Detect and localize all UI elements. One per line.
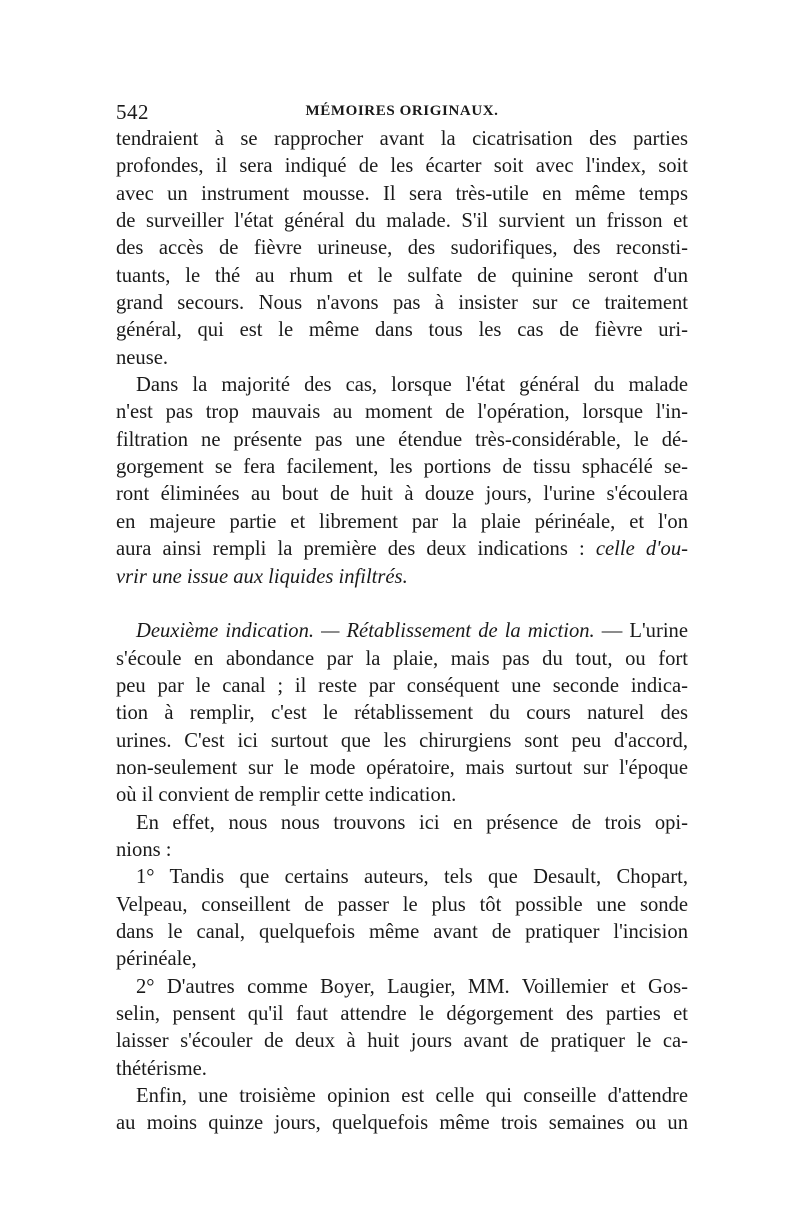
text-line: 1° Tandis que certains auteurs, tels que Desault, Chopart, (136, 866, 688, 889)
text-line: tendraient à se rapprocher avant la cicatrisation des parties (116, 128, 688, 150)
text-line (116, 564, 688, 591)
italic-text: celle d'ou- (595, 538, 688, 561)
paragraph (116, 864, 688, 973)
paragraph (116, 126, 688, 372)
section-gap (116, 591, 688, 618)
text-line (116, 536, 688, 563)
text-line: Velpeau, conseillent de passer le plus tôt possible une sonde (116, 893, 688, 916)
text-line: général, qui est le même dans tous les cas de fièvre uri- (116, 319, 688, 342)
text-line: des accès de fièvre urineuse, des sudorifiques, des reconsti- (116, 237, 688, 260)
text-line: ront éliminées au bout de huit à douze jours, l'urine s'écoulera (116, 483, 688, 506)
text-line: tuants, le thé au rhum et le sulfate de quinine seront d'un (116, 264, 688, 287)
text-line: thétérisme. (116, 1057, 207, 1080)
paragraph (116, 1083, 688, 1138)
body-text (116, 126, 688, 1138)
text-line: où il convient de remplir cette indication. (116, 784, 457, 807)
text-line: n'est pas trop mauvais au moment de l'opération, lorsque l'in- (116, 401, 688, 424)
paragraph (116, 372, 688, 591)
paragraph (116, 618, 688, 809)
text-line: En effet, nous nous trouvons ici en présence de trois opi- (136, 811, 688, 834)
text-line: Enfin, une troisième opinion est celle qui conseille d'attendre (136, 1085, 688, 1108)
section-heading: Deuxième indication. — (136, 620, 347, 643)
text-line: dans le canal, quelquefois même avant de pratiquer l'incision (116, 920, 688, 943)
text-segment: aura ainsi rempli la première des deux indications : (116, 538, 596, 561)
paragraph (116, 810, 688, 865)
italic-text: vrir une issue aux liquides infiltrés. (116, 565, 408, 588)
text-line: urines. C'est ici surtout que les chirurgiens sont peu d'accord, (116, 729, 688, 752)
text-line: 2° D'autres comme Boyer, Laugier, MM. Voillemier et Gos- (136, 975, 688, 998)
text-line: avec un instrument mousse. Il sera très-utile en même temps (116, 182, 688, 205)
text-line: nions : (116, 838, 172, 861)
text-line: peu par le canal ; il reste par conséquent une seconde indica- (116, 674, 688, 697)
text-line: tion à remplir, c'est le rétablissement du cours naturel des (116, 702, 688, 725)
text-line: s'écoule en abondance par la plaie, mais pas du tout, ou fort (116, 647, 688, 670)
section-heading: Rétablissement de la miction. (346, 620, 595, 643)
paragraph (116, 974, 688, 1083)
page-number: 542 (116, 100, 149, 124)
text-line: profondes, il sera indiqué de les écarter soit avec l'index, soit (116, 155, 688, 178)
text-line: gorgement se fera facilement, les portions de tissu sphacélé se- (116, 456, 688, 479)
text-line: en majeure partie et librement par la plaie périnéale, et l'on (116, 510, 688, 533)
text-segment: — L'urine (594, 620, 688, 643)
text-line: filtration ne présente pas une étendue très-considérable, le dé- (116, 428, 688, 451)
text-line: grand secours. Nous n'avons pas à insister sur ce traitement (116, 292, 688, 315)
running-head (116, 100, 688, 126)
text-line: périnéale, (116, 948, 197, 971)
running-title: MÉMOIRES ORIGINAUX. (305, 103, 499, 119)
text-line: selin, pensent qu'il faut attendre le dégorgement des parties et (116, 1003, 688, 1025)
text-line: au moins quinze jours, quelquefois même trois semaines ou un (116, 1112, 688, 1135)
text-line: Dans la majorité des cas, lorsque l'état général du malade (136, 374, 688, 397)
text-line: de surveiller l'état général du malade. S'il survient un frisson et (116, 210, 688, 233)
text-line (116, 618, 688, 645)
text-line: neuse. (116, 346, 169, 369)
text-line: non-seulement sur le mode opératoire, mais surtout sur l'époque (116, 756, 688, 779)
text-line: laisser s'écouler de deux à huit jours avant de pratiquer le ca- (116, 1030, 688, 1053)
